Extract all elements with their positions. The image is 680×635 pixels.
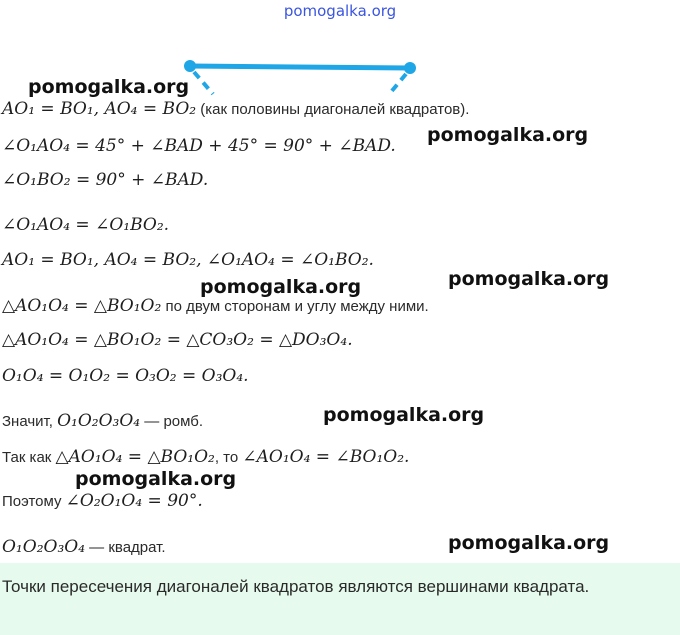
math-expression: △AO₁O₄ = △BO₁O₂ = △CO₃O₂ = △DO₃O₄. <box>2 330 353 350</box>
watermark-2: pomogalka.org <box>427 124 589 146</box>
math-expression: ∠O₂O₁O₄ = 90°. <box>65 491 203 511</box>
math-expression: △AO₁O₄ = △BO₁O₂ <box>2 296 162 316</box>
math-expression: ∠O₁AO₄ = 45° + ∠BAD + 45° = 90° + ∠BAD. <box>2 136 396 156</box>
equality-line-2 <box>2 136 396 156</box>
statement-mid: , то <box>214 449 243 466</box>
top-watermark: pomogalka.org <box>283 2 397 20</box>
watermark-1: pomogalka.org <box>28 76 190 98</box>
angle-statement <box>2 491 203 511</box>
watermark-6: pomogalka.org <box>75 468 237 490</box>
explanation-text: (как половины диагоналей квадратов). <box>196 101 470 118</box>
equality-line-8 <box>2 366 249 386</box>
math-expression: AO₁ = BO₁, AO₄ = BO₂ <box>2 99 197 119</box>
equality-line-3 <box>2 170 208 190</box>
math-expression: O₁O₂O₃O₄ <box>2 537 86 557</box>
conclusion-text: Точки пересечения диагоналей квадратов являются вершинами квадрата. <box>2 577 590 596</box>
statement-prefix: Поэтому <box>2 493 66 510</box>
math-expression: AO₁ = BO₁, AO₄ = BO₂, ∠O₁AO₄ = ∠O₁BO₂. <box>2 250 374 270</box>
math-expression: △AO₁O₄ = △BO₁O₂ <box>55 447 215 467</box>
statement-prefix: Так как <box>2 449 56 466</box>
equality-line-7 <box>2 330 353 350</box>
statement-suffix: — ромб. <box>140 413 204 430</box>
statement-suffix: — квадрат. <box>85 539 166 556</box>
math-expression: ∠O₁AO₄ = ∠O₁BO₂. <box>2 215 170 235</box>
equality-line-5 <box>2 250 374 270</box>
watermark-4: pomogalka.org <box>200 276 362 298</box>
math-expression: O₁O₄ = O₁O₂ = O₃O₂ = O₃O₄. <box>2 366 249 386</box>
since-statement <box>2 447 409 467</box>
square-statement <box>2 537 166 557</box>
equality-line-1 <box>2 99 469 119</box>
rhombus-statement <box>2 411 203 431</box>
math-expression: ∠AO₁O₄ = ∠BO₁O₂. <box>242 447 410 467</box>
statement-prefix: Значит, <box>2 413 58 430</box>
conclusion-box <box>0 563 680 635</box>
math-expression: O₁O₂O₃O₄ <box>57 411 141 431</box>
equality-line-6 <box>2 296 429 316</box>
math-expression: ∠O₁BO₂ = 90° + ∠BAD. <box>2 170 209 190</box>
equality-line-4 <box>2 215 169 235</box>
explanation-text: по двум сторонам и углу между ними. <box>161 298 429 315</box>
watermark-5: pomogalka.org <box>323 404 485 426</box>
watermark-3: pomogalka.org <box>448 268 610 290</box>
watermark-7: pomogalka.org <box>448 532 610 554</box>
